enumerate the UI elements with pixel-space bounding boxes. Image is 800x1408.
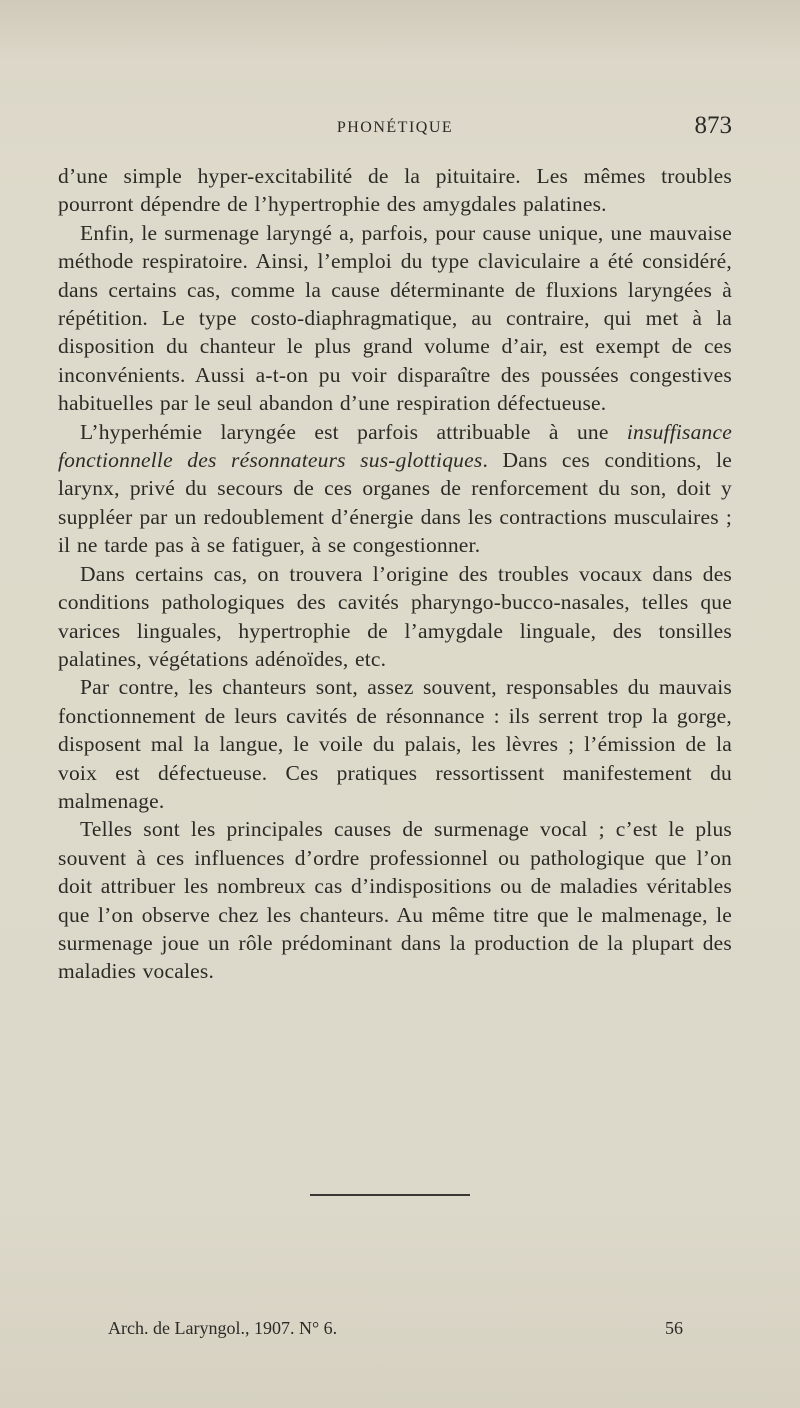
paragraph [58, 673, 732, 815]
paragraph [58, 560, 732, 674]
page-number: 873 [694, 112, 732, 139]
text-run: L’hyperhémie laryngée est parfois attribuable à une [80, 419, 627, 444]
paragraph [58, 162, 732, 219]
footer-journal-citation: Arch. de Laryngol., 1907. N° 6. [108, 1318, 338, 1338]
section-end-rule [310, 1194, 470, 1196]
body-text [58, 162, 732, 986]
paragraph [58, 418, 732, 560]
text-run: Enfin, le surmenage laryngé a, parfois, pour cause unique, une mauvaise méthode respiratoire. Ainsi, l’emploi du type claviculaire a été considéré, dans certains cas, comme la cause déterminante de fluxions laryngées à répétition. Le type costo-diaphragmatique, au contraire, qui met à la disposition du chanteur le plus grand volume d’air, est exempt de ces inconvénients. Aussi a-t-on pu voir disparaître des poussées congestives habituelles par le seul abandon d’une respiration défectueuse. [58, 220, 732, 416]
italic-text-run: insuffisance fonctionnelle des résonnateurs sus-glottiques [58, 419, 732, 473]
footer-signature-mark: 56 [665, 1318, 683, 1338]
text-run: Par contre, les chanteurs sont, assez souvent, responsables du mauvais fonctionnement de leurs cavités de résonnance : ils serrent trop la gorge, disposent mal la langue, le voile du palais, les lèvres ; l’émission de la voix est défectueuse. Ces pratiques ressortissent manifestement du malmenage. [58, 675, 732, 813]
text-run: Telles sont les principales causes de surmenage vocal ; c’est le plus souvent à ces influences d’ordre professionnel ou pathologique que l’on doit attribuer les nombreux cas d’indispositions ou de maladies véritables que l’on observe chez les chanteurs. Au même titre que le malmenage, le surmenage joue un rôle prédominant dans la production de la plupart des maladies vocales. [58, 817, 732, 984]
paragraph [58, 219, 732, 418]
paragraph [58, 815, 732, 985]
page-header [58, 112, 732, 148]
text-run: Dans certains cas, on trouvera l’origine des troubles vocaux dans des conditions pathologiques des cavités pharyngo-bucco-nasales, telles que varices linguales, hypertrophie de l’amygdale linguale, des tonsilles palatines, végétations adénoïdes, etc. [58, 561, 732, 671]
text-run: . Dans ces conditions, le larynx, privé du secours de ces organes de renforcement du son, doit y suppléer par un redoublement d’énergie dans les contractions musculaires ; il ne tarde pas à se fatiguer, à se congestionner. [58, 448, 732, 558]
text-run: d’une simple hyper-excitabilité de la pituitaire. Les mêmes troubles pourront dépendre de l’hypertrophie des amygdales palatines. [58, 164, 732, 217]
running-head: PHONÉTIQUE [336, 119, 454, 136]
